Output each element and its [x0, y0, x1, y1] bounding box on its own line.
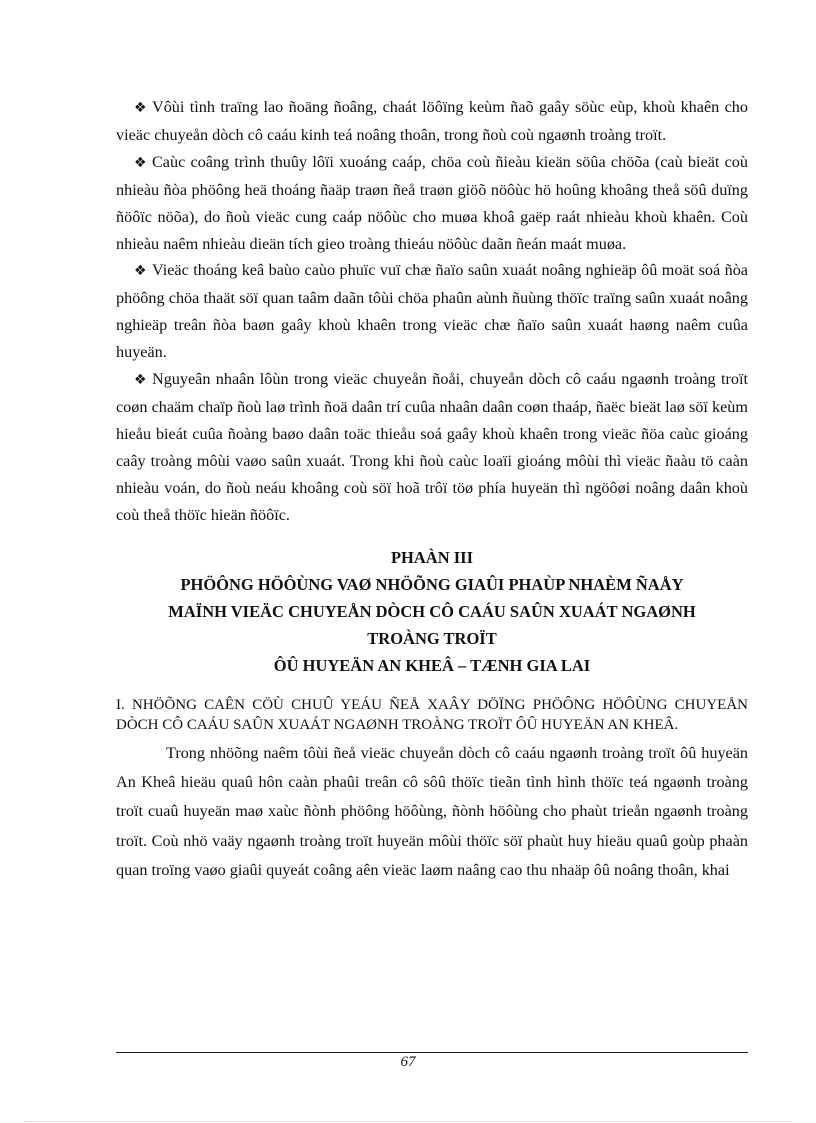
- subsection-heading: I. NHÖÕNG CAÊN CÖÙ CHUÛ YEÁU ÑEÅ XAÂY DÖÏNG PHÖÔNG HÖÔÙNG CHUYEÅN DÒCH CÔ CAÁU SAÛN XUAÁT NGAØNH TROÀNG TROÏT ÔÛ HUYEÄN AN KHEÂ.: [116, 696, 748, 733]
- section-heading: [116, 544, 748, 679]
- paragraph-text: Vôùi tình traïng lao ñoäng ñoâng, chaát löôïng keùm ñaõ gaây söùc eùp, khoù khaên cho vieäc chuyeån dòch cô caáu kinh teá noâng thoân, trong ñoù coù ngaønh troàng troït.: [116, 98, 748, 144]
- diamond-bullet-icon: ❖: [134, 372, 147, 389]
- paragraph-text: Nguyeân nhaân lôùn trong vieäc chuyeån ñoåi, chuyeån dòch cô caáu ngaønh troàng troït coøn chaäm chaïp ñoù laø trình ñoä daân trí cuûa nhaân daân coøn thaáp, ñaëc bieät laø söï keùm hieåu bieát cuûa ñoàng baøo daân toäc thieåu soá gaây khoù khaên trong vieäc ñöa caùc gioáng caây troàng môùi vaøo saûn xuaát. Trong khi ñoù caùc loaïi gioáng môùi thì vieäc ñaàu tö caàn nhieàu voán, do ñoù neáu khoâng coù söï hoã trôï töø phía huyeän thì ngöôøi noâng daân khoù coù theå thöïc hieän ñöôïc.: [116, 370, 748, 524]
- page-number: 67: [400, 1054, 416, 1070]
- diamond-bullet-icon: ❖: [134, 100, 147, 116]
- bullet-paragraph: [116, 149, 748, 258]
- bullet-paragraph: [116, 366, 748, 528]
- diamond-bullet-icon: ❖: [134, 263, 147, 280]
- heading-title-line: TROÀNG TROÏT: [367, 628, 497, 648]
- page-bottom-border: [24, 1121, 792, 1122]
- page-content: [116, 94, 748, 886]
- bullet-paragraph: [116, 257, 748, 366]
- paragraph-text: Vieäc thoáng keâ baùo caùo phuïc vuï chæ ñaïo saûn xuaát noâng nghieäp ôû moät soá ñòa phöông chöa thaät söï quan taâm daãn tôùi chöa phaûn aùnh ñuùng thöïc traïng saûn xuaát noâng nghieäp treân ñòa baøn gaây khoù khaên trong vieäc chæ ñaïo saûn xuaát haøng naêm cuûa huyeän.: [116, 261, 748, 362]
- body-paragraph: Trong nhöõng naêm tôùi ñeå vieäc chuyeån dòch cô caáu ngaønh troàng troït ôû huyeän An Kheâ hieäu quaû hôn caàn phaûi treân cô sôû thöïc tieãn tình hình thöïc teá ngaønh troàng troït cuaû huyeän maø xaùc ñònh phöông höôùng, ñònh höôùng cho phaùt trieån ngaønh troàng troït. Coù nhö vaäy ngaønh troàng troït huyeän môùi thöïc söï phaùt huy hieäu quaû goùp phaàn quan troïng vaøo giaûi quyeát coâng aên vieäc laøm naâng cao thu nhaäp ôû noâng thoân, khai: [116, 743, 748, 880]
- heading-title-line: MAÏNH VIEÄC CHUYEÅN DÒCH CÔ CAÁU SAÛN XUAÁT NGAØNH: [168, 601, 696, 621]
- footer-divider: [116, 1052, 748, 1053]
- bullet-paragraph: [116, 94, 748, 149]
- heading-title-line: PHÖÔNG HÖÔÙNG VAØ NHÖÕNG GIAÛI PHAÙP NHAÈM ÑAÅY: [180, 574, 684, 594]
- heading-part-number: PHAÀN III: [390, 547, 474, 567]
- paragraph-text: Caùc coâng trình thuûy lôïi xuoáng caáp, chöa coù ñieàu kieän söûa chöõa (caù bieät coù nhieàu ñòa phöông heä thoáng ñaäp traøn ñeå traøn giöõ nöôùc hö hoûng khoâng theå söû duïng ñöôïc nöõa), do ñoù vieäc cung caáp nöôùc cho muøa khoâ gaëp raát nhieàu khoù khaên. Coù nhieàu naêm nhieàu dieän tích gieo troàng thieáu nöôùc daãn ñeán maát muøa.: [116, 152, 748, 253]
- heading-location-line: ÔÛ HUYEÄN AN KHEÂ – TÆNH GIA LAI: [273, 655, 591, 675]
- diamond-bullet-icon: ❖: [134, 154, 147, 171]
